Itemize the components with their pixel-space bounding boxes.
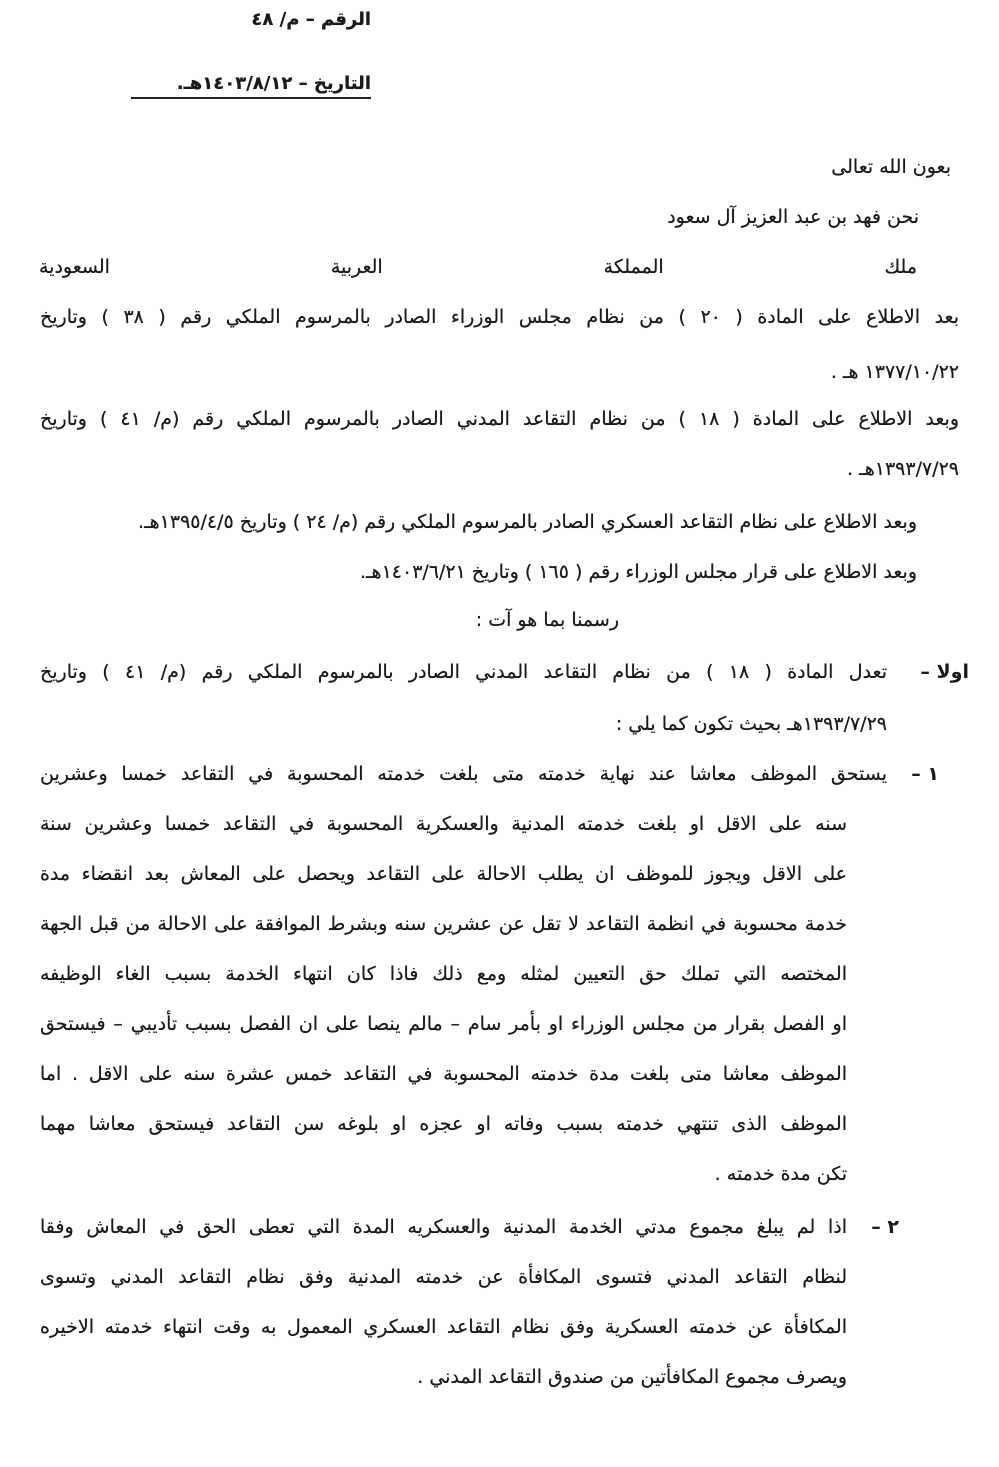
item-1-line: او الفصل بقرار من مجلس الوزراء او بأمر سام – مالم ينصا على ان الفصل بسبب تأديبي – فيستحق bbox=[40, 1013, 847, 1035]
item-2-line: المكافأة عن خدمته العسكرية وفق نظام التقاعد العسكري المعمول به وقت انتهاء خدمته الاخيره bbox=[40, 1316, 847, 1338]
preamble-line-2: ١٣٧٧/١٠/٢٢ هـ . bbox=[830, 361, 959, 383]
preamble-line-6: وبعد الاطلاع على قرار مجلس الوزراء رقم ( ١٦٥ ) وتاريخ ١٤٠٣/٦/٢١هـ. bbox=[359, 561, 917, 583]
preamble-line-4: ١٣٩٣/٧/٢٩هـ . bbox=[847, 458, 959, 480]
item-1-line: الموظف الذى تنتهي خدمته بسبب وفاته او عجزه او بلوغه سن التقاعد فيستحق معاشا مهما bbox=[40, 1113, 847, 1135]
item-2-line: لنظام التقاعد المدني فتسوى المكافأة عن خدمته المدنية وفق نظام التقاعد المدني وتسوى bbox=[40, 1266, 847, 1288]
item-1-line: المختصه التي تملك حق التعيين لمثله ومع ذلك فاذا كان انتهاء الخدمة بسبب الغاء الوظيفه bbox=[40, 963, 847, 985]
document-date: التاريخ – ١٤٠٣/٨/١٢هـ. bbox=[176, 73, 371, 94]
decree-statement: رسمنا بما هو آت : bbox=[475, 609, 619, 631]
item-1-line: خدمة محسوبة في انظمة التقاعد لا تقل عن عشرين سنه وبشرط الموافقة على الاحالة من قبل الجهة bbox=[40, 913, 847, 935]
article-first-label: اولا – bbox=[920, 661, 969, 683]
item-1-line: سنه على الاقل او بلغت خدمته المدنية والعسكرية المحسوبة في التقاعد خمسا وعشرين سنة bbox=[40, 813, 847, 835]
basmala: بعون الله تعالى bbox=[831, 156, 951, 178]
date-underline bbox=[131, 97, 371, 99]
item-1-line: الموظف معاشا متى بلغت مدة خدمته المحسوبة في التقاعد خمس عشرة سنه على الاقل . اما bbox=[40, 1063, 847, 1085]
king-title: ملك المملكة العربية السعودية bbox=[39, 256, 917, 278]
item-2-label: ٢ – bbox=[871, 1216, 899, 1238]
preamble-line-1: بعد الاطلاع على المادة ( ٢٠ ) من نظام مجلس الوزراء الصادر بالمرسوم الملكي رقم ( ٣٨ ) وتاريخ bbox=[40, 306, 959, 328]
item-1-line: تكن مدة خدمته . bbox=[714, 1163, 847, 1185]
preamble-line-3: وبعد الاطلاع على المادة ( ١٨ ) من نظام التقاعد المدني الصادر بالمرسوم الملكي رقم (م/ ٤١ ) وتاريخ bbox=[40, 408, 960, 430]
king-name: نحن فهد بن عبد العزيز آل سعود bbox=[667, 206, 919, 228]
reference-number: الرقم – م/ ٤٨ bbox=[251, 9, 371, 30]
item-1-line: يستحق الموظف معاشا عند نهاية خدمته متى بلغت خدمته المحسوبة في التقاعد خمسا وعشرين bbox=[40, 763, 887, 785]
item-1-label: ١ – bbox=[911, 763, 939, 785]
article-first-line-2: ١٣٩٣/٧/٢٩هـ بحيث تكون كما يلي : bbox=[615, 713, 887, 735]
item-1-line: على الاقل ويجوز للموظف ان يطلب الاحالة على التقاعد ويحصل على المعاش بعد انقضاء مدة bbox=[40, 863, 847, 885]
article-first-line-1: تعدل المادة ( ١٨ ) من نظام التقاعد المدني الصادر بالمرسوم الملكي رقم (م/ ٤١ ) وتاريخ bbox=[40, 661, 887, 683]
preamble-line-5: وبعد الاطلاع على نظام التقاعد العسكري الصادر بالمرسوم الملكي رقم (م/ ٢٤ ) وتاريخ ١٣٩٥/٤/٥هـ. bbox=[138, 511, 917, 533]
item-2-line: اذا لم يبلغ مجموع مدتي الخدمة المدنية والعسكريه المدة التي تعطى الحق في المعاش وفقا bbox=[40, 1216, 847, 1238]
item-2-line: ويصرف مجموع المكافأتين من صندوق التقاعد المدني . bbox=[417, 1366, 847, 1388]
